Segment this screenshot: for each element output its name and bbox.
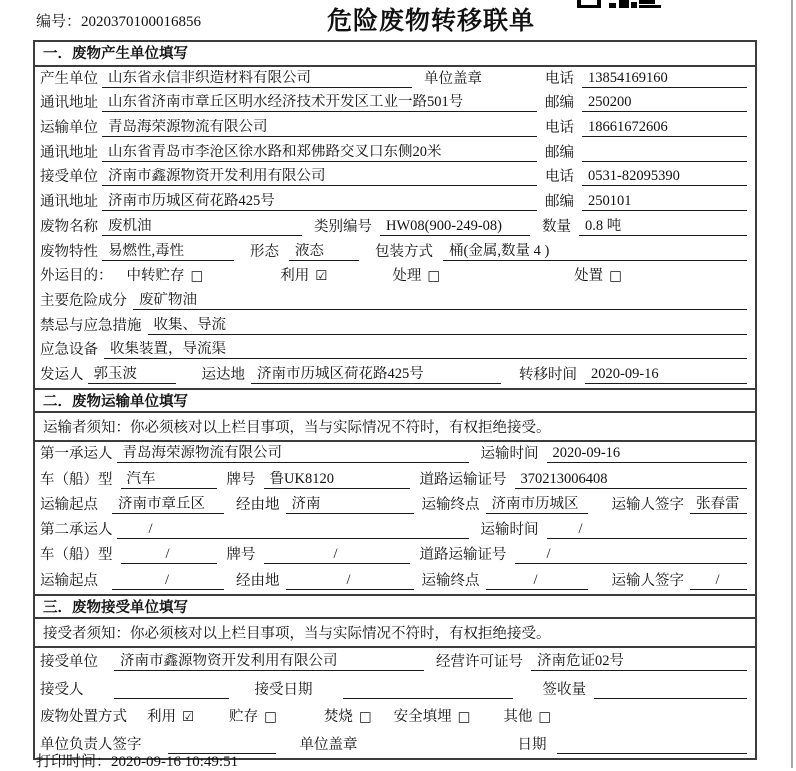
checkbox-checked-icon: ☑: [315, 268, 328, 285]
checkbox-unchecked-icon: □: [358, 709, 372, 726]
signed-amount-label: 签收量: [542, 681, 586, 698]
carrier1-label: 第一承运人: [40, 446, 113, 463]
waste-traits-label: 废物特性: [40, 243, 98, 260]
route1-end-label: 运输终点: [421, 496, 480, 513]
vehicle1-type-label: 车（船）型: [40, 471, 113, 488]
row-disposal-method: [35, 703, 755, 731]
form-label: 形态: [250, 243, 279, 260]
row-receiver: [35, 166, 755, 191]
route1-start-field: 济南市章丘区: [112, 496, 224, 514]
vehicle1-plate-label: 牌号: [226, 471, 256, 488]
disposal-option-other: 其他 □: [503, 709, 552, 726]
route1-sign-field: 张春雷: [690, 496, 747, 514]
purpose-option-utilize: 利用 ☑: [280, 268, 328, 285]
row-dispatch: [35, 363, 755, 388]
transporter-address-field: 山东省青岛市李沧区徐水路和郑佛路交叉口东侧20米: [102, 144, 537, 162]
section3-heading: 三．废物接受单位填写: [35, 594, 755, 619]
vehicle1-license-field: 370213006408: [515, 471, 748, 489]
sender-field: 郭玉波: [88, 366, 176, 384]
transfer-time-field: 2020-09-16: [585, 366, 747, 384]
route1-end-field: 济南市历城区: [486, 496, 588, 514]
destination-label: 运达地: [201, 366, 245, 383]
operating-license-field: 济南危证02号: [531, 653, 747, 671]
seal-date-label: 日期: [517, 736, 547, 753]
vehicle2-plate-label: 牌号: [226, 547, 256, 564]
row-transporter-address: [35, 141, 755, 166]
route2-end-field: /: [486, 572, 588, 590]
unit-seal-label: 单位盖章: [424, 70, 482, 87]
print-time-value: 2020-09-16 10:49:51: [111, 754, 239, 770]
receiver-phone-field: 0531-82095390: [582, 168, 747, 186]
row-waste-traits: [35, 240, 755, 265]
accept-person-label: 接受人: [40, 681, 84, 698]
contraindication-field: 收集、导流: [148, 317, 748, 335]
receiver-zip-label: 邮编: [545, 194, 574, 211]
carrier2-label: 第二承运人: [40, 522, 113, 539]
packaging-label: 包装方式: [375, 243, 433, 260]
section1-heading: 一．废物产生单位填写: [35, 42, 755, 67]
route2-sign-label: 运输人签字: [611, 572, 684, 589]
row-transporter: [35, 116, 755, 141]
disposal-method-label: 废物处置方式: [40, 709, 127, 726]
carrier2-time-label: 运输时间: [480, 522, 539, 539]
disposal-option-incinerate: 焚烧 □: [323, 709, 372, 726]
vehicle2-license-field: /: [515, 546, 748, 564]
route2-via-field: /: [286, 572, 414, 590]
destination-field: 济南市历城区荷花路425号: [251, 366, 501, 384]
row-receiver-address: [35, 190, 755, 215]
producer-phone-label: 电话: [545, 70, 574, 87]
transporter-label: 运输单位: [40, 120, 98, 137]
receiver-address-label: 通讯地址: [40, 194, 98, 211]
route1-via-label: 经由地: [236, 496, 280, 513]
packaging-field: 桶(金属,数量 4 ): [443, 243, 747, 261]
checkbox-unchecked-icon: □: [427, 268, 441, 285]
carrier2-value-field: /: [117, 521, 469, 539]
receiver-phone-label: 电话: [545, 169, 574, 186]
row-vehicle1: [35, 467, 755, 492]
producer-value-field: 山东省永信非织造材料有限公司: [102, 70, 412, 88]
checkbox-unchecked-icon: □: [538, 709, 552, 726]
purpose-option-dispose: 处置 □: [574, 268, 622, 285]
quantity-field: 0.8 吨: [579, 218, 747, 236]
disposal-option-landfill: 安全填埋 □: [393, 709, 471, 726]
transfer-purpose-label: 外运目的：: [40, 268, 113, 285]
receiver-zip-field: 250101: [582, 193, 747, 211]
hazard-component-field: 废矿物油: [133, 292, 747, 310]
carrier2-time-field: /: [547, 521, 748, 539]
purpose-option-treat: 处理 □: [392, 268, 441, 285]
sender-label: 发运人: [40, 366, 84, 383]
quantity-label: 数量: [542, 218, 571, 235]
vehicle1-type-field: 汽车: [121, 471, 217, 489]
accept-unit-field: 济南市鑫源物资开发利用有限公司: [114, 653, 424, 671]
checkbox-unchecked-icon: □: [609, 268, 622, 285]
section2-notice: 运输者须知：你必须核对以上栏目事项，当与实际情况不符时，有权拒绝接受。: [35, 413, 755, 442]
waste-traits-field: 易燃性,毒性: [102, 243, 234, 261]
receiver-label: 接受单位: [40, 169, 98, 186]
responsible-sign-label: 单位负责人签字: [40, 736, 142, 753]
section3-notice: 接受者须知：你必须核对以上栏目事项，当与实际情况不符时，有权拒绝接受。: [35, 619, 755, 648]
checkbox-checked-icon: ☑: [182, 709, 195, 726]
receiver-address-field: 济南市历城区荷花路425号: [102, 193, 537, 211]
print-time-label: 打印时间：: [36, 754, 112, 770]
route1-start-label: 运输起点: [40, 496, 98, 513]
accept-person-field: [114, 683, 229, 699]
transporter-zip-label: 邮编: [545, 144, 574, 161]
row-waste-name: [35, 215, 755, 240]
carrier1-value-field: 青岛海荣源物流有限公司: [117, 445, 469, 463]
receiver-value-field: 济南市鑫源物资开发利用有限公司: [102, 168, 537, 186]
page-title: 危险废物转移联单: [326, 8, 535, 35]
producer-zip-field: 250200: [582, 94, 747, 112]
route2-via-label: 经由地: [236, 572, 280, 589]
section2-heading: 二．废物运输单位填写: [35, 388, 755, 413]
unit-seal-label2: 单位盖章: [299, 736, 358, 753]
vehicle1-license-label: 道路运输证号: [419, 471, 507, 488]
serial-label: 编号：: [36, 14, 82, 30]
serial-value: 2020370100016856: [81, 14, 202, 30]
row-carrier1: [35, 442, 755, 467]
checkbox-unchecked-icon: □: [457, 709, 471, 726]
transporter-address-label: 通讯地址: [40, 144, 98, 161]
checkbox-unchecked-icon: □: [190, 268, 204, 285]
route1-via-field: 济南: [286, 496, 414, 514]
waste-name-field: 废机油: [102, 218, 302, 236]
producer-zip-label: 邮编: [545, 95, 574, 112]
qr-code-fragment-icon: [577, 0, 663, 9]
accept-date-field: [343, 683, 513, 699]
emergency-equipment-label: 应急设备: [40, 342, 98, 359]
row-producer: [35, 67, 755, 92]
emergency-equipment-field: 收集装置，导流渠: [104, 341, 747, 359]
producer-phone-field: 13854169160: [582, 70, 747, 88]
row-hazard-component: [35, 289, 755, 314]
producer-address-field: 山东省济南市章丘区明水经济技术开发区工业一路501号: [102, 94, 537, 112]
producer-address-label: 通讯地址: [40, 95, 98, 112]
row-carrier2: [35, 518, 755, 543]
operating-license-label: 经营许可证号: [436, 654, 523, 671]
transfer-time-label: 转移时间: [519, 366, 577, 383]
row-transfer-purpose: [35, 265, 755, 290]
row-accept-person: [35, 675, 755, 703]
vehicle2-license-label: 道路运输证号: [419, 547, 507, 564]
accept-date-label: 接受日期: [254, 681, 313, 698]
disposal-option-utilize: 利用 ☑: [147, 709, 195, 726]
disposal-option-storage: 贮存 □: [229, 709, 277, 726]
row-producer-address: [35, 92, 755, 117]
route2-end-label: 运输终点: [421, 572, 480, 589]
category-code-field: HW08(900-249-08): [380, 218, 530, 236]
route2-start-field: /: [112, 572, 224, 590]
accept-unit-label: 接受单位: [40, 654, 98, 671]
row-vehicle2: [35, 543, 755, 568]
route1-sign-label: 运输人签字: [611, 496, 684, 513]
row-contraindication: [35, 314, 755, 339]
row-emergency-equipment: [35, 339, 755, 364]
carrier1-time-label: 运输时间: [480, 446, 539, 463]
vehicle2-plate-field: /: [264, 546, 410, 564]
purpose-option-transfer-storage: 中转贮存 □: [126, 268, 204, 285]
transfer-form-table: [33, 40, 757, 760]
hazard-component-label: 主要危险成分: [40, 292, 127, 309]
transporter-phone-field: 18661672606: [582, 119, 747, 137]
carrier1-time-field: 2020-09-16: [547, 445, 748, 463]
waste-name-label: 废物名称: [40, 218, 98, 235]
transporter-value-field: 青岛海荣源物流有限公司: [102, 119, 537, 137]
transporter-phone-label: 电话: [545, 120, 574, 137]
producer-label: 产生单位: [40, 70, 98, 87]
route2-start-label: 运输起点: [40, 572, 98, 589]
vehicle2-type-label: 车（船）型: [40, 547, 113, 564]
transporter-zip-field: [582, 146, 747, 162]
page-right-edge: [791, 0, 793, 768]
checkbox-unchecked-icon: □: [264, 709, 277, 726]
vehicle2-type-field: /: [121, 546, 217, 564]
form-field: 液态: [289, 243, 359, 261]
vehicle1-plate-field: 鲁UK8120: [264, 471, 410, 489]
category-code-label: 类别编号: [314, 218, 372, 235]
row-route1: [35, 493, 755, 518]
signed-amount-field: [594, 683, 747, 699]
seal-date-field: [557, 738, 748, 754]
route2-sign-field: /: [690, 572, 747, 590]
row-route2: [35, 568, 755, 593]
row-accept-unit: [35, 648, 755, 676]
contraindication-label: 禁忌与应急措施: [40, 317, 142, 334]
